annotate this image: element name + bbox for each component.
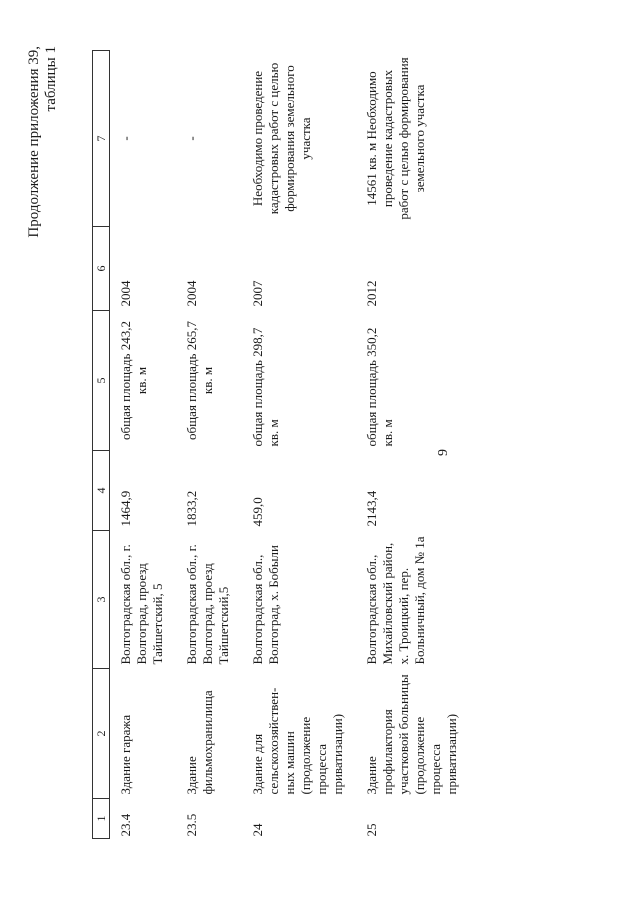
header-cell: 2 [93,669,110,799]
appendix-caption [26,46,60,238]
page-number: 9 [436,449,451,456]
object-name: Здание профилактория участковой больницы (продолжение процесса приватизации) [364,674,459,795]
caption-line-1: Продолжение приложения 39, [26,46,42,238]
header-cell: 3 [93,531,110,669]
object-year: 2012 [364,280,379,307]
object-address: Волгоградская обл., Михайловский район, х. Троицкий, пер. Больничный, дом № 1а [364,536,427,665]
header-cell: 1 [93,799,110,839]
object-address: Волгоградская обл., Волгоград, х. Бобыли [250,545,281,665]
header-cell: 5 [93,311,110,451]
object-value: 1833,2 [184,490,199,527]
object-note: - [118,136,133,141]
object-value: 459,0 [250,497,265,527]
table-row [176,51,242,839]
object-name: Здание фильмохранилища [184,690,215,795]
row-number: 23.5 [184,813,199,837]
row-number: 25 [364,823,379,837]
header-row [93,51,110,839]
object-value: 1464,9 [118,490,133,527]
row-number: 23.4 [118,813,133,837]
object-area: общая площадь 243,2 кв. м [118,321,149,440]
caption-line-2: таблицы 1 [43,46,59,112]
header-cell: 6 [93,227,110,311]
table-row [356,51,470,839]
object-address: Волгоградская обл., г. Волгоград, проезд Тайшетский,5 [184,544,231,665]
property-table [92,50,470,839]
object-name: Здание для сельскохозяйствен-ных машин (продолжение процесса приватизации) [250,687,345,795]
object-note: 14561 кв. м Необходимо проведение кадастровых работ с целью формирования земельного участка [364,57,427,220]
object-note: - [184,136,199,141]
object-year: 2007 [250,280,265,307]
table-row [110,51,177,839]
object-year: 2004 [118,280,133,307]
header-cell: 4 [93,451,110,531]
object-note: Необходимо проведение кадастровых работ с целью формирования земельного участка [250,62,313,215]
table-row [242,51,356,839]
object-value: 2143,4 [364,490,379,527]
object-area: общая площадь 265,7 кв. м [184,321,215,440]
object-area: общая площадь 298,7 кв. м [250,327,281,447]
object-area: общая площадь 350,2 кв. м [364,327,395,447]
header-cell: 7 [93,51,110,227]
row-number: 24 [250,823,265,837]
object-year: 2004 [184,280,199,307]
object-address: Волгоградская обл., г. Волгоград, проезд Тайшетский, 5 [118,544,165,665]
object-name: Здание гаража [118,714,133,795]
